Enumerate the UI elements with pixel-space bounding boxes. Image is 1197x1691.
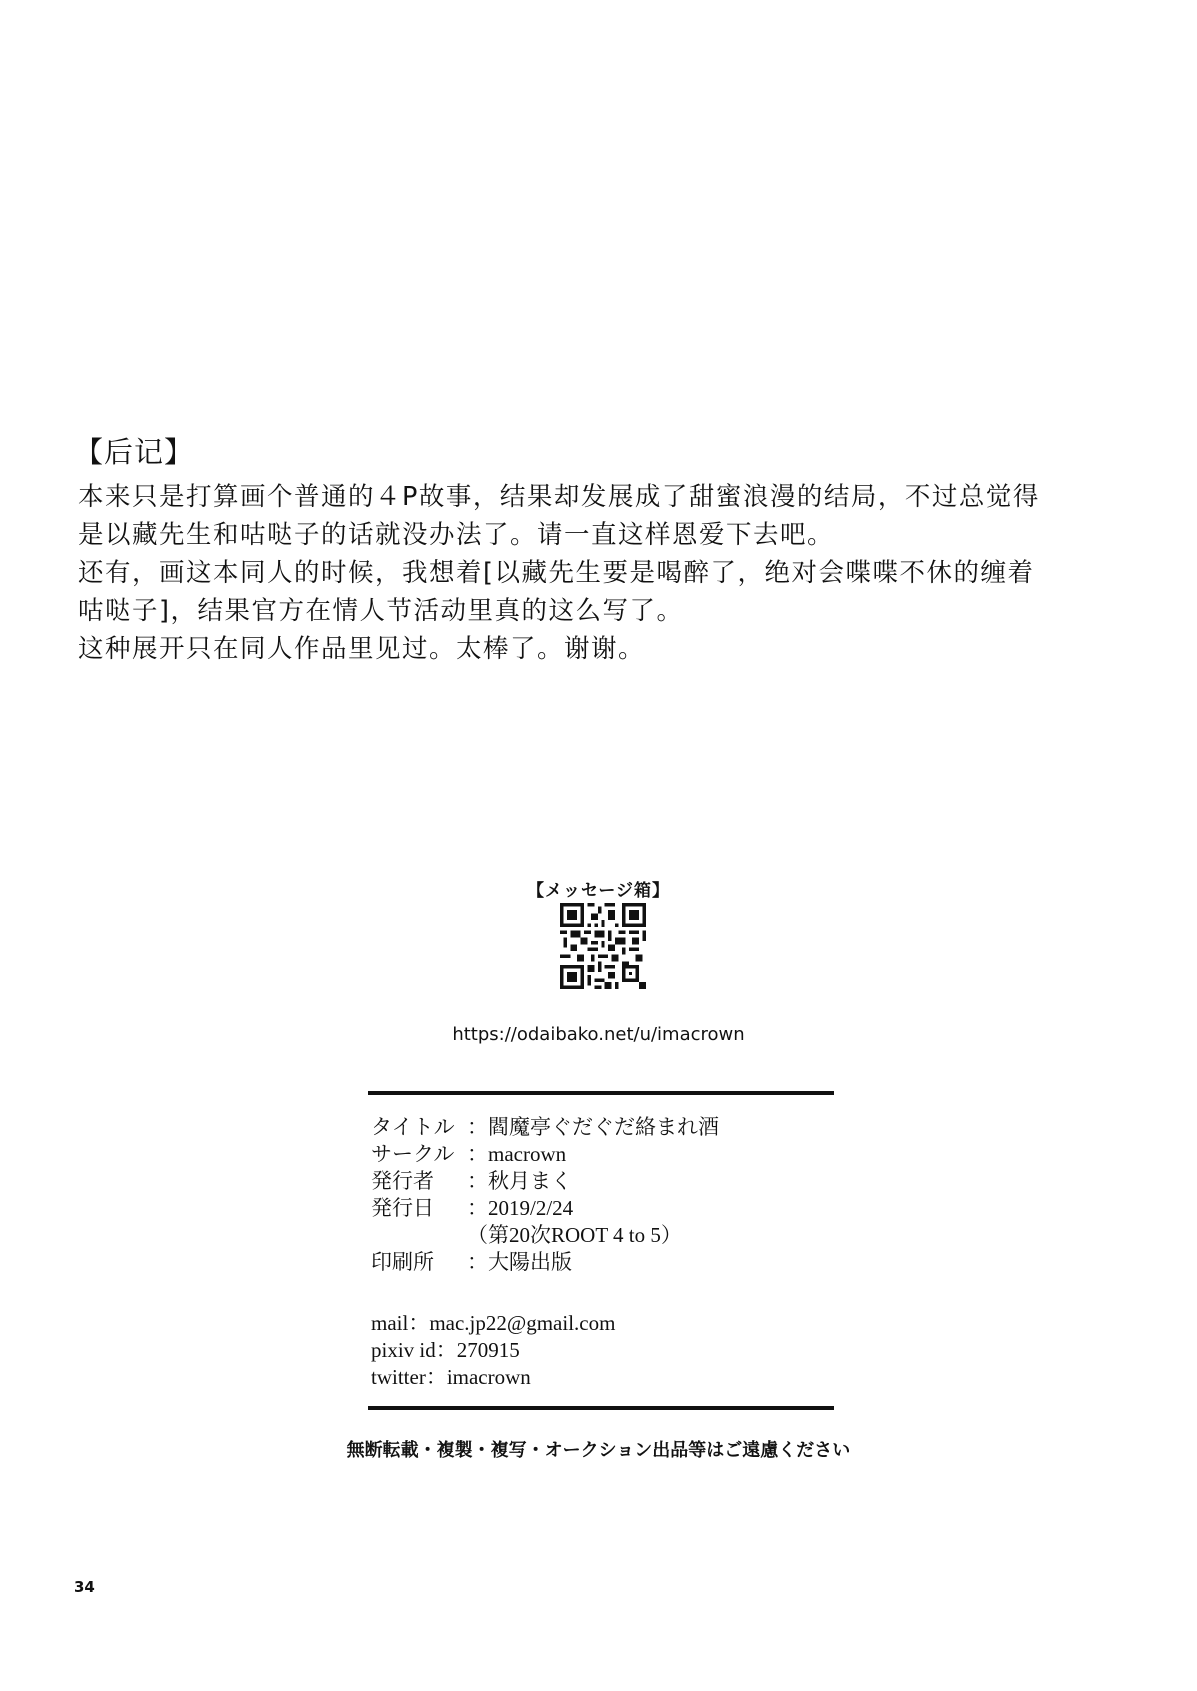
colophon-circle-row <box>371 1141 719 1168</box>
date-label: 発行日 <box>371 1196 434 1220</box>
colophon-publisher-row <box>371 1168 719 1195</box>
title-label: タイトル <box>371 1115 455 1139</box>
contact-twitter: twitter：imacrown <box>371 1365 531 1389</box>
colophon-printer-row <box>371 1249 719 1276</box>
afterword-line: 这种展开只在同人作品里见过。太棒了。谢谢。 <box>78 634 646 664</box>
message-box-url[interactable]: https://odaibako.net/u/imacrown <box>452 1024 745 1045</box>
colophon-date-row <box>371 1195 719 1222</box>
circle-value: ：macrown <box>467 1142 567 1166</box>
divider <box>368 1406 834 1410</box>
event-value: （第20次ROOT 4 to 5） <box>467 1223 682 1247</box>
afterword-line: 还有，画这本同人的时候，我想着[以藏先生要是喝醉了，绝对会喋喋不休的缠着 <box>78 558 1035 588</box>
afterword-line: 是以藏先生和咕哒子的话就没办法了。请一直这样恩爱下去吧。 <box>78 520 835 550</box>
printer-value: ：大陽出版 <box>467 1250 572 1274</box>
copyright-notice: 無断転載・複製・複写・オークション出品等はご遠慮ください <box>346 1440 851 1461</box>
afterword-line: 咕哒子]，结果官方在情人节活动里真的这么写了。 <box>78 596 684 626</box>
afterword-title: 【后记】 <box>74 435 195 469</box>
date-value: ：2019/2/24 <box>467 1196 574 1220</box>
contacts <box>371 1310 615 1391</box>
page-number: 34 <box>74 1578 95 1596</box>
publisher-label: 発行者 <box>371 1169 434 1193</box>
circle-label: サークル <box>371 1142 455 1166</box>
colophon <box>371 1114 719 1276</box>
title-value: ：閻魔亭ぐだぐだ絡まれ酒 <box>467 1115 719 1139</box>
contact-mail[interactable]: mail：mac.jp22@gmail.com <box>371 1311 616 1335</box>
printer-label: 印刷所 <box>371 1250 434 1274</box>
divider <box>368 1091 834 1095</box>
message-box-heading: 【メッセージ箱】 <box>527 881 670 901</box>
publisher-value: ：秋月まく <box>467 1169 572 1193</box>
contact-pixiv: pixiv id：270915 <box>371 1338 520 1362</box>
colophon-title-row <box>371 1114 719 1141</box>
afterword <box>74 432 1138 668</box>
colophon-event-row <box>371 1222 719 1249</box>
qr-code-icon[interactable] <box>560 903 646 989</box>
afterword-line: 本来只是打算画个普通的４P故事，结果却发展成了甜蜜浪漫的结局，不过总觉得 <box>78 482 1040 512</box>
